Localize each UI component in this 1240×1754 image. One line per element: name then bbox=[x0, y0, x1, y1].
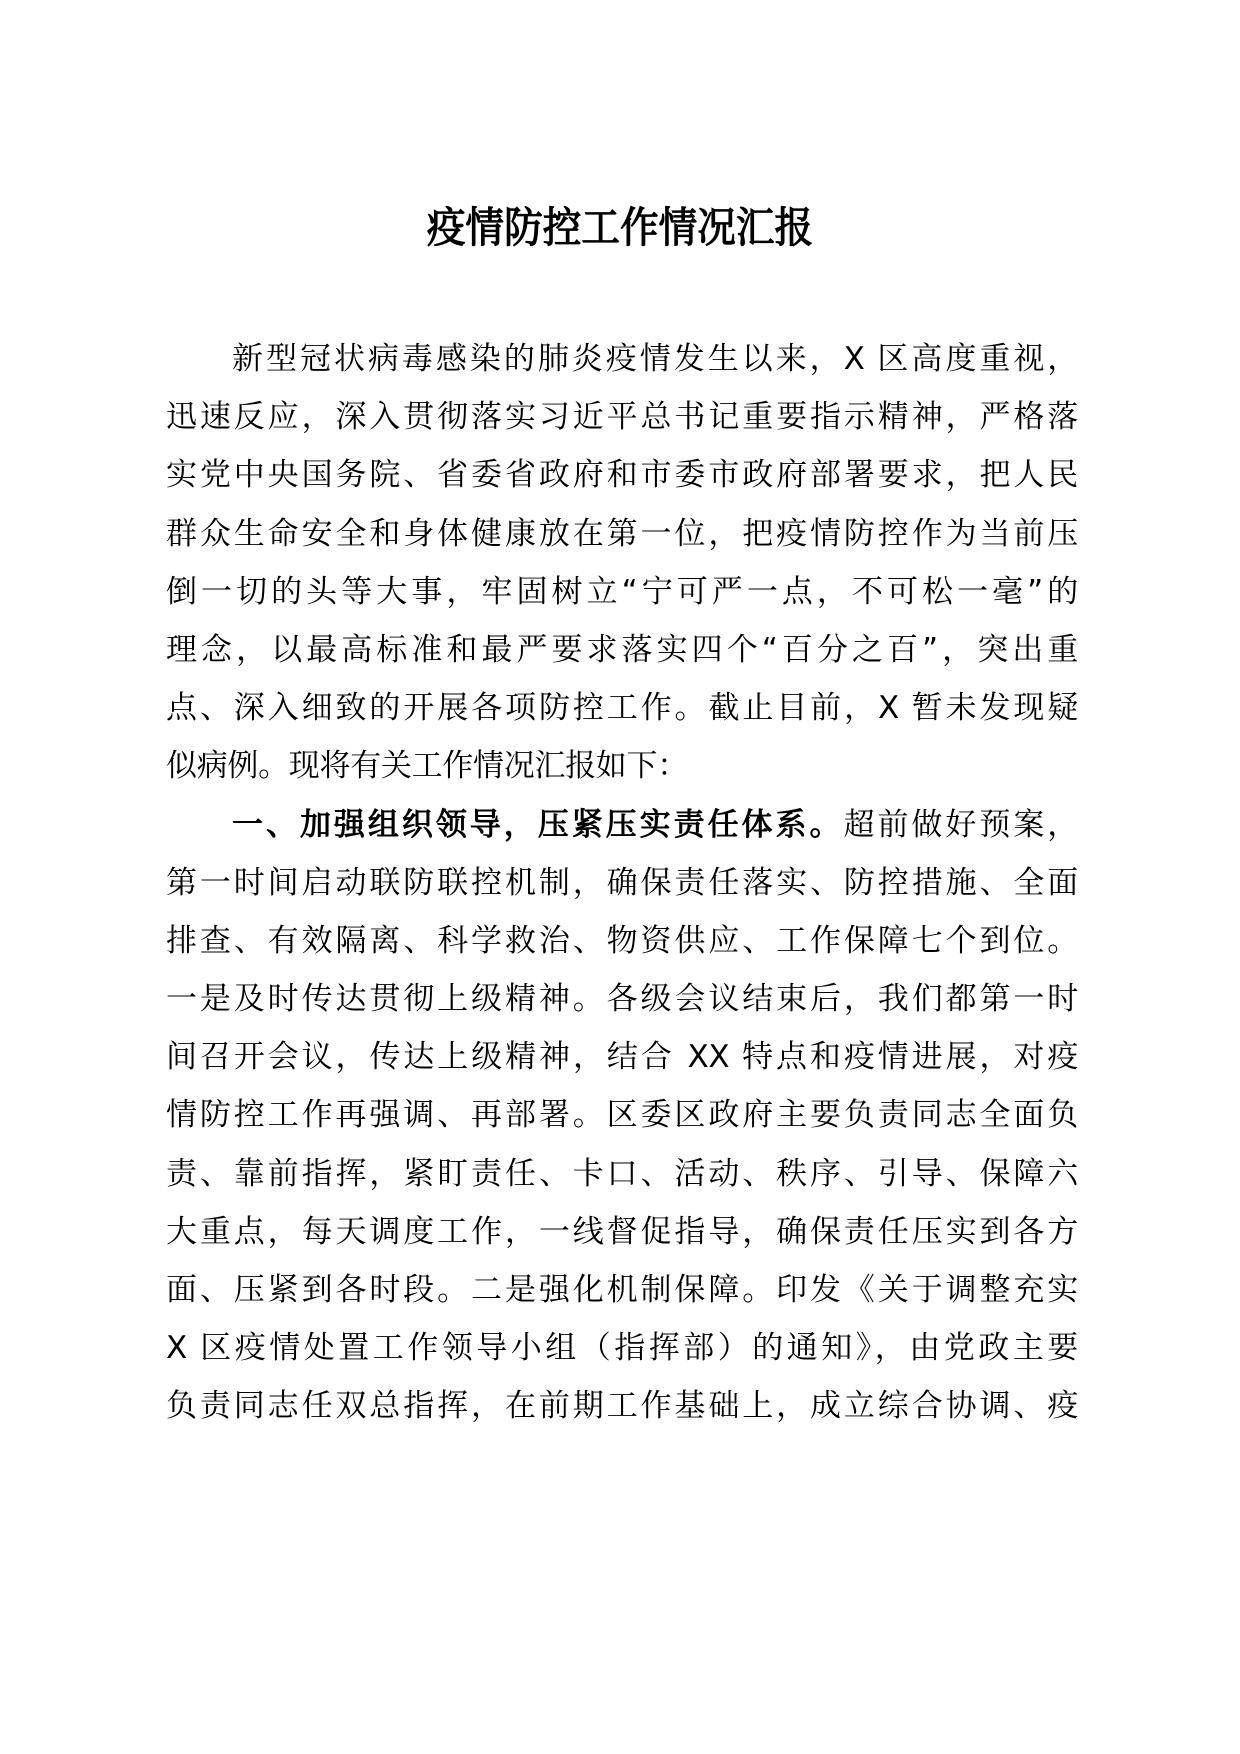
text-line: 一是及时传达贯彻上级精神。各级会议结束后，我们都第一时 bbox=[166, 981, 1078, 1018]
section-heading: 一、加强组织领导，压紧压实责任体系。 bbox=[232, 806, 844, 843]
text-line: 群众生命安全和身体健康放在第一位，把疫情防控作为当前压 bbox=[166, 515, 1078, 552]
text-line: 负责同志任双总指挥，在前期工作基础上，成立综合协调、疫 bbox=[166, 1388, 1078, 1425]
document-body bbox=[166, 330, 1078, 1436]
text-line: 新型冠状病毒感染的肺炎疫情发生以来，X 区高度重视， bbox=[232, 341, 1078, 377]
section-first-line bbox=[166, 796, 1078, 854]
text-line: 理念，以最高标准和最严要求落实四个“百分之百”，突出重 bbox=[166, 631, 1078, 668]
text-line: 责、靠前指挥，紧盯责任、卡口、活动、秩序、引导、保障六 bbox=[166, 1155, 1078, 1192]
text-line: 倒一切的头等大事，牢固树立“宁可严一点，不可松一毫”的 bbox=[166, 573, 1078, 610]
section-one-paragraph bbox=[166, 796, 1078, 1436]
text-line: 间召开会议，传达上级精神，结合 XX 特点和疫情进展，对疫 bbox=[166, 1039, 1078, 1076]
text-line: 点、深入细致的开展各项防控工作。截止目前，X 暂未发现疑 bbox=[166, 690, 1078, 727]
text-line: 大重点，每天调度工作，一线督促指导，确保责任压实到各方 bbox=[166, 1213, 1078, 1250]
text-line: 情防控工作再强调、再部署。区委区政府主要负责同志全面负 bbox=[166, 1097, 1078, 1134]
section-first-line-rest: 超前做好预案， bbox=[843, 806, 1078, 843]
text-line: 第一时间启动联防联控机制，确保责任落实、防控措施、全面 bbox=[166, 864, 1078, 901]
text-line: 似病例。现将有关工作情况汇报如下： bbox=[166, 748, 688, 785]
text-line: 面、压紧到各时段。二是强化机制保障。印发《关于调整充实 bbox=[166, 1272, 1078, 1308]
text-line: 实党中央国务院、省委省政府和市委市政府部署要求，把人民 bbox=[166, 457, 1078, 494]
document-title: 疫情防控工作情况汇报 bbox=[426, 203, 814, 252]
text-line: 排查、有效隔离、科学救治、物资供应、工作保障七个到位。 bbox=[166, 922, 1078, 959]
intro-paragraph bbox=[166, 330, 1078, 796]
text-line: 迅速反应，深入贯彻落实习近平总书记重要指示精神，严格落 bbox=[166, 399, 1078, 436]
text-line: X 区疫情处置工作领导小组（指挥部）的通知》，由党政主要 bbox=[166, 1330, 1078, 1367]
